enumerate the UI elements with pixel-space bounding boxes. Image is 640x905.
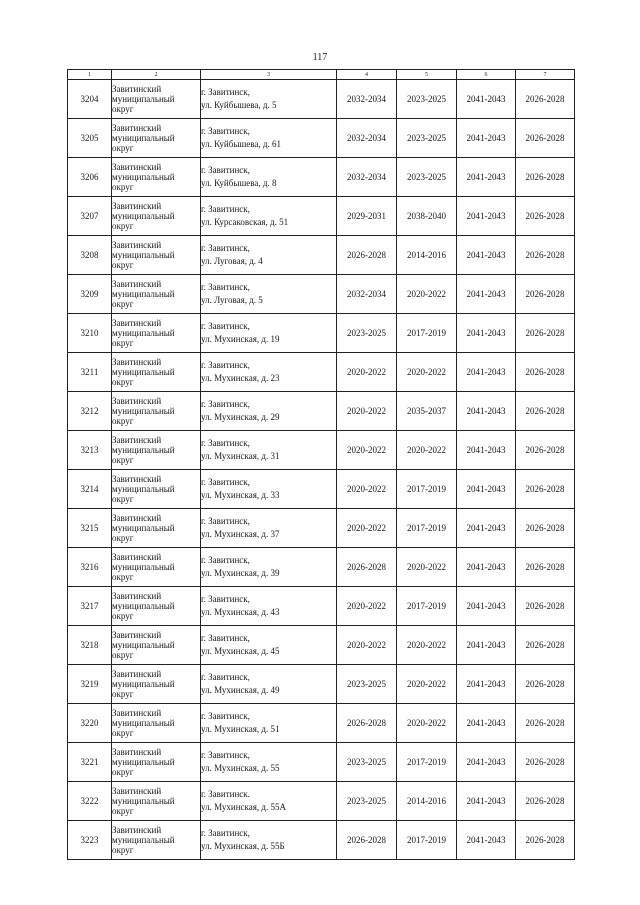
period-cell: 2026-2028 [516, 119, 575, 158]
column-header: 7 [516, 70, 575, 80]
period-cell: 2017-2019 [397, 509, 457, 548]
address-line: г. Завитинск, [201, 87, 250, 97]
period-cell: 2041-2043 [457, 587, 516, 626]
period-cell: 2026-2028 [516, 392, 575, 431]
municipality-line: Завитинский [112, 552, 162, 562]
address-cell [201, 782, 337, 821]
address-cell [201, 119, 337, 158]
period-cell: 2023-2025 [337, 743, 397, 782]
period-cell: 2020-2022 [397, 275, 457, 314]
period-cell: 2029-2031 [337, 197, 397, 236]
municipality-line: муниципальный [112, 718, 175, 728]
table-row [68, 314, 575, 353]
municipality-line: округ [112, 260, 134, 270]
address-line: г. Завитинск, [201, 828, 250, 838]
row-number-cell: 3211 [68, 353, 112, 392]
period-cell: 2041-2043 [457, 743, 516, 782]
municipality-cell [112, 548, 201, 587]
municipality-line: муниципальный [112, 289, 175, 299]
row-number-cell: 3219 [68, 665, 112, 704]
municipality-cell [112, 509, 201, 548]
municipality-line: муниципальный [112, 367, 175, 377]
municipality-cell [112, 743, 201, 782]
table-row [68, 626, 575, 665]
period-cell: 2026-2028 [337, 821, 397, 860]
period-cell: 2020-2022 [337, 470, 397, 509]
address-line: ул. Луговая, д. 5 [201, 295, 263, 305]
table-row [68, 119, 575, 158]
address-cell [201, 548, 337, 587]
address-line: ул. Мухинская, д. 37 [201, 529, 280, 539]
period-cell: 2032-2034 [337, 119, 397, 158]
row-number-cell: 3204 [68, 80, 112, 119]
municipality-line: Завитинский [112, 435, 162, 445]
row-number-cell: 3214 [68, 470, 112, 509]
row-number-cell: 3222 [68, 782, 112, 821]
municipality-line: округ [112, 689, 134, 699]
address-line: ул. Куйбышева, д. 5 [201, 100, 277, 110]
municipality-line: Завитинский [112, 357, 162, 367]
municipality-line: округ [112, 182, 134, 192]
period-cell: 2041-2043 [457, 236, 516, 275]
municipality-line: округ [112, 416, 134, 426]
period-cell: 2026-2028 [516, 314, 575, 353]
address-line: ул. Мухинская, д. 49 [201, 685, 280, 695]
row-number-cell: 3213 [68, 431, 112, 470]
row-number-cell: 3208 [68, 236, 112, 275]
period-cell: 2026-2028 [516, 431, 575, 470]
municipality-line: муниципальный [112, 835, 175, 845]
municipality-line: муниципальный [112, 250, 175, 260]
column-header: 2 [112, 70, 201, 80]
address-line: г. Завитинск, [201, 282, 250, 292]
address-line: ул. Мухинская, д. 29 [201, 412, 280, 422]
row-number-cell: 3217 [68, 587, 112, 626]
municipality-line: округ [112, 611, 134, 621]
table-row [68, 509, 575, 548]
period-cell: 2023-2025 [337, 314, 397, 353]
municipality-cell [112, 275, 201, 314]
row-number-cell: 3207 [68, 197, 112, 236]
period-cell: 2041-2043 [457, 509, 516, 548]
address-line: г. Завитинск, [201, 126, 250, 136]
municipality-line: муниципальный [112, 172, 175, 182]
municipality-line: муниципальный [112, 601, 175, 611]
municipality-cell [112, 665, 201, 704]
municipality-line: Завитинский [112, 396, 162, 406]
address-cell [201, 236, 337, 275]
address-line: г. Завитинск, [201, 711, 250, 721]
municipality-line: округ [112, 533, 134, 543]
municipality-line: Завитинский [112, 708, 162, 718]
address-line: г. Завитинск, [201, 477, 250, 487]
period-cell: 2023-2025 [397, 158, 457, 197]
period-cell: 2026-2028 [516, 275, 575, 314]
period-cell: 2014-2016 [397, 236, 457, 275]
period-cell: 2020-2022 [337, 392, 397, 431]
period-cell: 2026-2028 [516, 626, 575, 665]
address-line: ул. Куйбышева, д. 8 [201, 178, 277, 188]
address-line: ул. Мухинская, д. 45 [201, 646, 280, 656]
municipality-cell [112, 392, 201, 431]
page-number: 117 [312, 52, 328, 63]
municipality-line: муниципальный [112, 640, 175, 650]
period-cell: 2020-2022 [397, 626, 457, 665]
municipality-line: Завитинский [112, 786, 162, 796]
municipality-line: округ [112, 728, 134, 738]
municipality-cell [112, 353, 201, 392]
period-cell: 2020-2022 [337, 353, 397, 392]
period-cell: 2017-2019 [397, 743, 457, 782]
address-cell [201, 704, 337, 743]
address-cell [201, 158, 337, 197]
period-cell: 2041-2043 [457, 548, 516, 587]
address-line: г. Завитинск, [201, 165, 250, 175]
period-cell: 2026-2028 [516, 470, 575, 509]
municipality-cell [112, 782, 201, 821]
municipality-line: муниципальный [112, 757, 175, 767]
address-line: ул. Курсаковская, д. 51 [201, 217, 289, 227]
row-number-cell: 3215 [68, 509, 112, 548]
row-number-cell: 3220 [68, 704, 112, 743]
period-cell: 2041-2043 [457, 353, 516, 392]
address-line: г. Завитинск, [201, 399, 250, 409]
table-row [68, 704, 575, 743]
address-line: г. Завитинск, [201, 438, 250, 448]
address-line: г. Завитинск, [201, 594, 250, 604]
period-cell: 2041-2043 [457, 470, 516, 509]
period-cell: 2023-2025 [397, 80, 457, 119]
address-cell [201, 821, 337, 860]
period-cell: 2041-2043 [457, 782, 516, 821]
column-header: 4 [337, 70, 397, 80]
municipality-line: муниципальный [112, 133, 175, 143]
period-cell: 2026-2028 [516, 665, 575, 704]
municipality-line: округ [112, 806, 134, 816]
address-cell [201, 587, 337, 626]
row-number-cell: 3205 [68, 119, 112, 158]
period-cell: 2020-2022 [337, 587, 397, 626]
column-header: 5 [397, 70, 457, 80]
period-cell: 2026-2028 [516, 782, 575, 821]
municipality-line: Завитинский [112, 669, 162, 679]
period-cell: 2017-2019 [397, 314, 457, 353]
municipality-line: Завитинский [112, 240, 162, 250]
municipality-cell [112, 197, 201, 236]
period-cell: 2020-2022 [397, 548, 457, 587]
municipality-line: Завитинский [112, 84, 162, 94]
period-cell: 2032-2034 [337, 80, 397, 119]
table-row [68, 353, 575, 392]
period-cell: 2032-2034 [337, 275, 397, 314]
period-cell: 2026-2028 [516, 509, 575, 548]
period-cell: 2041-2043 [457, 80, 516, 119]
municipality-line: Завитинский [112, 201, 162, 211]
municipality-cell [112, 587, 201, 626]
address-line: г. Завитинск, [201, 204, 250, 214]
period-cell: 2017-2019 [397, 470, 457, 509]
period-cell: 2020-2022 [337, 509, 397, 548]
period-cell: 2035-2037 [397, 392, 457, 431]
table-row [68, 158, 575, 197]
period-cell: 2020-2022 [337, 626, 397, 665]
period-cell: 2041-2043 [457, 821, 516, 860]
municipality-line: Завитинский [112, 747, 162, 757]
municipality-line: округ [112, 104, 134, 114]
row-number-cell: 3210 [68, 314, 112, 353]
address-cell [201, 470, 337, 509]
period-cell: 2026-2028 [516, 353, 575, 392]
municipality-line: муниципальный [112, 796, 175, 806]
address-line: ул. Мухинская, д. 55А [201, 802, 286, 812]
period-cell: 2026-2028 [516, 236, 575, 275]
period-cell: 2017-2019 [397, 821, 457, 860]
municipality-line: муниципальный [112, 328, 175, 338]
table-row [68, 665, 575, 704]
municipality-line: округ [112, 221, 134, 231]
table-row [68, 548, 575, 587]
period-cell: 2020-2022 [397, 353, 457, 392]
municipality-line: муниципальный [112, 445, 175, 455]
period-cell: 2041-2043 [457, 704, 516, 743]
municipality-line: Завитинский [112, 318, 162, 328]
period-cell: 2041-2043 [457, 665, 516, 704]
table-row [68, 743, 575, 782]
address-cell [201, 431, 337, 470]
address-line: г. Завитинск, [201, 321, 250, 331]
municipality-line: округ [112, 143, 134, 153]
address-line: г. Завитинск, [201, 243, 250, 253]
table-row [68, 236, 575, 275]
municipality-line: муниципальный [112, 562, 175, 572]
column-header: 3 [201, 70, 337, 80]
municipality-line: Завитинский [112, 123, 162, 133]
period-cell: 2041-2043 [457, 314, 516, 353]
row-number-cell: 3216 [68, 548, 112, 587]
address-cell [201, 353, 337, 392]
municipality-line: Завитинский [112, 279, 162, 289]
table-row [68, 80, 575, 119]
municipality-line: округ [112, 377, 134, 387]
period-cell: 2041-2043 [457, 392, 516, 431]
address-line: ул. Мухинская, д. 51 [201, 724, 280, 734]
table-row [68, 197, 575, 236]
municipality-line: муниципальный [112, 679, 175, 689]
table-row [68, 782, 575, 821]
period-cell: 2041-2043 [457, 119, 516, 158]
period-cell: 2020-2022 [397, 665, 457, 704]
period-cell: 2026-2028 [516, 80, 575, 119]
period-cell: 2038-2040 [397, 197, 457, 236]
period-cell: 2041-2043 [457, 626, 516, 665]
municipality-line: муниципальный [112, 94, 175, 104]
address-cell [201, 80, 337, 119]
municipality-line: Завитинский [112, 162, 162, 172]
table-row [68, 821, 575, 860]
address-line: ул. Куйбышева, д. 61 [201, 139, 281, 149]
municipality-cell [112, 470, 201, 509]
period-cell: 2017-2019 [397, 587, 457, 626]
period-cell: 2026-2028 [337, 704, 397, 743]
period-cell: 2032-2034 [337, 158, 397, 197]
address-line: ул. Мухинская, д. 55Б [201, 841, 285, 851]
municipality-line: округ [112, 299, 134, 309]
municipality-line: округ [112, 572, 134, 582]
address-cell [201, 626, 337, 665]
table-row [68, 431, 575, 470]
row-number-cell: 3206 [68, 158, 112, 197]
period-cell: 2026-2028 [516, 743, 575, 782]
municipality-line: округ [112, 650, 134, 660]
period-cell: 2026-2028 [516, 548, 575, 587]
address-cell [201, 665, 337, 704]
registry-table [67, 69, 575, 860]
period-cell: 2020-2022 [397, 431, 457, 470]
address-line: ул. Мухинская, д. 33 [201, 490, 280, 500]
address-line: г. Завитинск, [201, 633, 250, 643]
period-cell: 2023-2025 [337, 665, 397, 704]
period-cell: 2026-2028 [516, 158, 575, 197]
period-cell: 2041-2043 [457, 197, 516, 236]
municipality-cell [112, 236, 201, 275]
municipality-line: Завитинский [112, 591, 162, 601]
row-number-cell: 3209 [68, 275, 112, 314]
municipality-line: муниципальный [112, 484, 175, 494]
municipality-line: округ [112, 767, 134, 777]
period-cell: 2020-2022 [337, 431, 397, 470]
period-cell: 2014-2016 [397, 782, 457, 821]
period-cell: 2026-2028 [337, 548, 397, 587]
period-cell: 2020-2022 [397, 704, 457, 743]
municipality-line: Завитинский [112, 474, 162, 484]
row-number-cell: 3221 [68, 743, 112, 782]
address-cell [201, 275, 337, 314]
municipality-line: округ [112, 455, 134, 465]
address-line: ул. Луговая, д. 4 [201, 256, 263, 266]
municipality-line: Завитинский [112, 825, 162, 835]
address-cell [201, 743, 337, 782]
period-cell: 2026-2028 [337, 236, 397, 275]
address-line: г. Завитинск, [201, 750, 250, 760]
table-row [68, 275, 575, 314]
municipality-cell [112, 119, 201, 158]
address-line: ул. Мухинская, д. 19 [201, 334, 280, 344]
municipality-line: округ [112, 338, 134, 348]
column-header: 6 [457, 70, 516, 80]
period-cell: 2026-2028 [516, 821, 575, 860]
period-cell: 2023-2025 [337, 782, 397, 821]
address-line: ул. Мухинская, д. 31 [201, 451, 280, 461]
address-line: г. Завитинск, [201, 516, 250, 526]
address-cell [201, 314, 337, 353]
address-line: ул. Мухинская, д. 39 [201, 568, 280, 578]
table-row [68, 470, 575, 509]
table-row [68, 392, 575, 431]
municipality-cell [112, 314, 201, 353]
period-cell: 2041-2043 [457, 431, 516, 470]
period-cell: 2023-2025 [397, 119, 457, 158]
row-number-cell: 3223 [68, 821, 112, 860]
address-line: г. Завитинск, [201, 672, 250, 682]
address-line: г. Завитинск. [201, 789, 250, 799]
address-cell [201, 392, 337, 431]
municipality-line: округ [112, 494, 134, 504]
municipality-line: Завитинский [112, 513, 162, 523]
address-line: ул. Мухинская, д. 43 [201, 607, 280, 617]
municipality-cell [112, 80, 201, 119]
period-cell: 2026-2028 [516, 704, 575, 743]
address-line: г. Завитинск, [201, 555, 250, 565]
period-cell: 2041-2043 [457, 275, 516, 314]
header-row [68, 70, 575, 80]
municipality-line: округ [112, 845, 134, 855]
address-line: ул. Мухинская, д. 23 [201, 373, 280, 383]
municipality-cell [112, 704, 201, 743]
period-cell: 2041-2043 [457, 158, 516, 197]
municipality-line: муниципальный [112, 211, 175, 221]
address-cell [201, 509, 337, 548]
row-number-cell: 3218 [68, 626, 112, 665]
municipality-cell [112, 158, 201, 197]
period-cell: 2026-2028 [516, 197, 575, 236]
row-number-cell: 3212 [68, 392, 112, 431]
municipality-line: муниципальный [112, 523, 175, 533]
address-cell [201, 197, 337, 236]
municipality-cell [112, 431, 201, 470]
period-cell: 2026-2028 [516, 587, 575, 626]
address-line: ул. Мухинская, д. 55 [201, 763, 280, 773]
table-row [68, 587, 575, 626]
municipality-cell [112, 626, 201, 665]
column-header: 1 [68, 70, 112, 80]
municipality-line: муниципальный [112, 406, 175, 416]
address-line: г. Завитинск, [201, 360, 250, 370]
municipality-cell [112, 821, 201, 860]
municipality-line: Завитинский [112, 630, 162, 640]
